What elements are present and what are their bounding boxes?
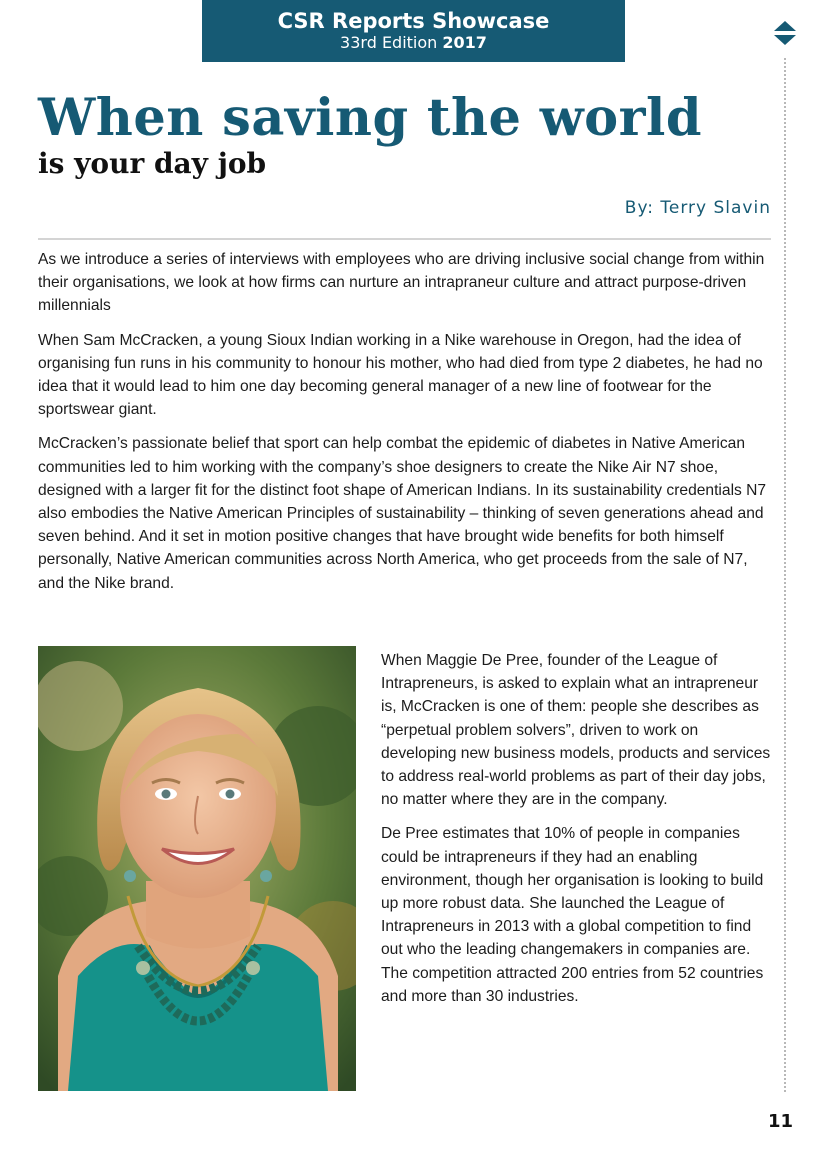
article-body-column — [381, 649, 773, 1019]
divider — [38, 238, 771, 240]
byline: By: Terry Slavin — [624, 198, 771, 218]
page-number: 11 — [767, 1111, 793, 1132]
intro-paragraph: As we introduce a series of interviews with employees who are driving inclusive social change from within their organisations, we look at how firms can nurture an intrapraneur culture and attract purpose-driven millennials — [38, 251, 765, 315]
portrait-photo — [38, 646, 356, 1091]
edition-banner — [202, 0, 625, 62]
headline: When saving the world — [38, 88, 703, 148]
edition-label: 33rd Edition — [340, 33, 438, 52]
report-title: CSR Reports Showcase — [277, 9, 550, 33]
edition-line — [202, 33, 625, 53]
body-paragraph-1: When Sam McCracken, a young Sioux Indian working in a Nike warehouse in Oregon, had the idea of organising fun runs in his community to honour his mother, who had died from type 2 diabetes, he had no idea that it would lead to him one day becoming general manager of a new line of footwear for the sportswear giant. — [38, 331, 763, 419]
body-paragraph-3: When Maggie De Pree, founder of the League of Intrapreneurs, is asked to explain what an intrapreneur is, McCracken is one of them: people she describes as “perpetual problem solvers”, driven to work on developing new business models, products and services to address real-world problems as part of their day jobs, no matter where they are in the company. — [381, 652, 771, 809]
body-paragraph-4: De Pree estimates that 10% of people in companies could be intrapreneurs if they had an enabling environment, though her organisation is looking to build up more robust data. She launched the League of Intrapreneurs in 2013 with a global competition to find out who the leading changemakers in companies are. The competition attracted 200 entries from 52 countries and more than 30 industries. — [381, 825, 764, 1005]
up-down-arrows-icon[interactable] — [773, 20, 797, 46]
body-paragraph-2: McCracken’s passionate belief that sport can help combat the epidemic of diabetes in Native American communities led to him working with the company’s shoe designers to create the Nike Air N7 shoe, designed with a larger fit for the distinct foot shape of American Indians. In its sustainability credentials N7 also embodies the Native American Principles of sustainability – thinking of seven generations ahead and seven behind. And it set in motion positive changes that have brought wide benefits for both himself personally, Native American communities across North America, who get proceeds from the sale of N7, and the Nike brand. — [38, 435, 767, 592]
subheadline: is your day job — [38, 147, 267, 180]
edition-year: 2017 — [442, 33, 487, 52]
page-scroll-track — [784, 58, 786, 1092]
article-body-top — [38, 248, 771, 606]
